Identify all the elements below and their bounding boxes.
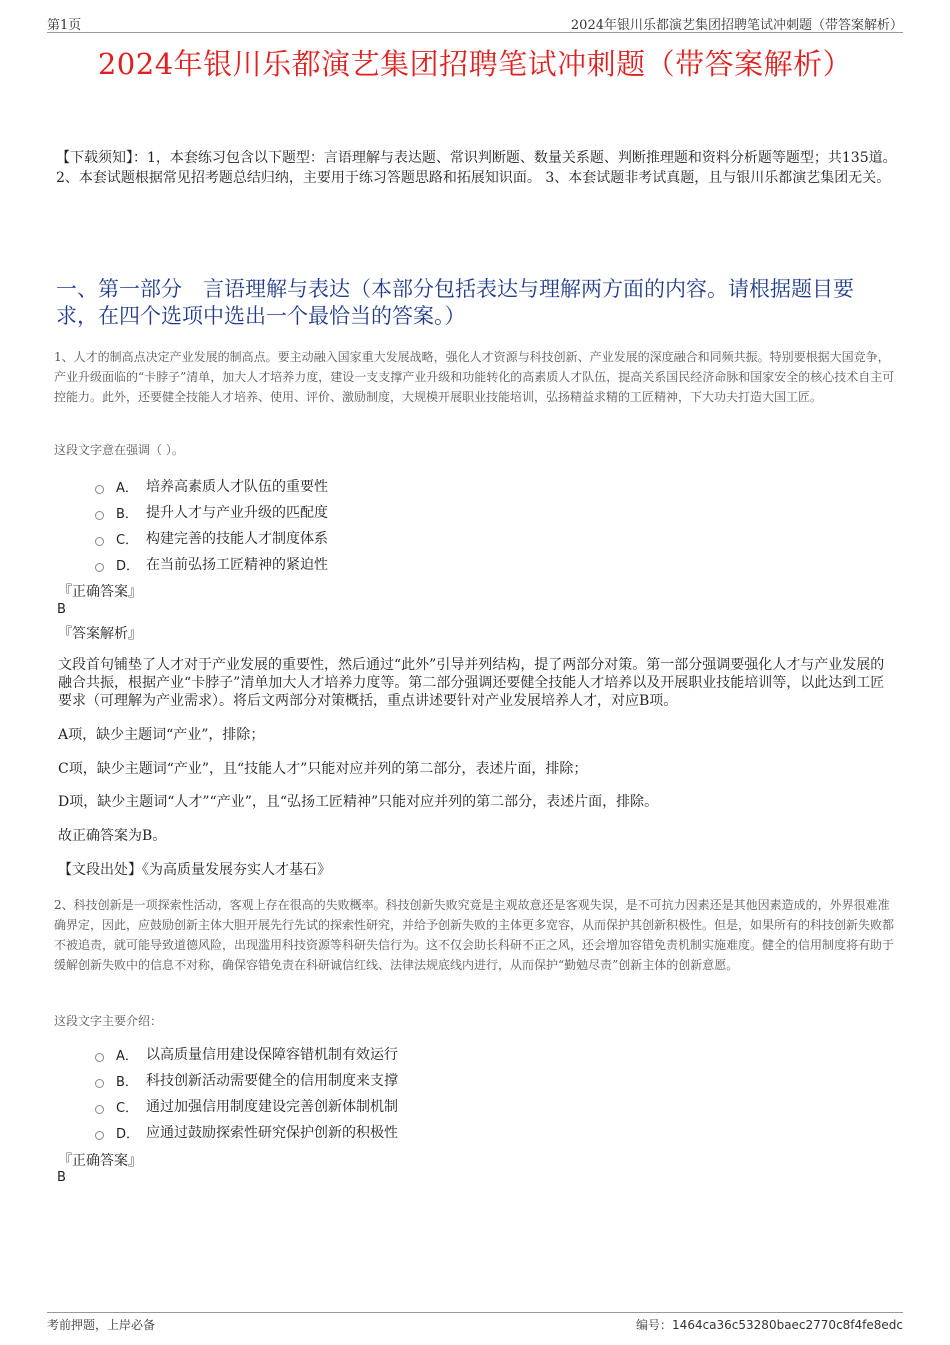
question-1-option-c[interactable]: C． 构建完善的技能人才制度体系 (95, 525, 328, 551)
option-text: 以高质量信用建设保障容错机制有效运行 (146, 1047, 398, 1063)
radio-icon[interactable] (95, 1079, 104, 1088)
radio-icon[interactable] (95, 1131, 104, 1140)
option-text: 通过加强信用制度建设完善创新体制机制 (146, 1099, 398, 1115)
question-1-options (95, 473, 328, 577)
question-1-source: 【文段出处】《为高质量发展夯实人才基石》 (58, 862, 331, 878)
section-title: 一、第一部分 言语理解与表达（本部分包括表达与理解两方面的内容。请根据题目要求，在四个选项中选出一个最恰当的答案。） (56, 277, 854, 328)
option-text: 在当前弘扬工匠精神的紧迫性 (146, 557, 328, 573)
question-2-option-b[interactable]: B． 科技创新活动需要健全的信用制度来支撑 (95, 1067, 398, 1093)
question-2-prompt: 这段文字主要介绍： (54, 1014, 163, 1028)
download-notice: 【下载须知】：1，本套练习包含以下题型：言语理解与表达题、常识判断题、数量关系题、判断推理题和资料分析题等题型；共135道。 2、本套试题根据常见招考题总结归纳，主要用于练习答题思路和拓展知识面。 3、本套试题非考试真题，且与银川乐都演艺集团无关。 (56, 150, 897, 186)
question-2-answer: B (57, 1170, 66, 1185)
radio-icon[interactable] (95, 1105, 104, 1114)
header-doc-title: 2024年银川乐都演艺集团招聘笔试冲刺题（带答案解析） (570, 18, 903, 33)
question-2-options (95, 1041, 398, 1145)
question-1-option-a[interactable]: A． 培养高素质人才队伍的重要性 (95, 473, 328, 499)
footer-slogan: 考前押题，上岸必备 (47, 1318, 156, 1332)
document-title: 2024年银川乐都演艺集团招聘笔试冲刺题（带答案解析） (97, 47, 853, 81)
footer-code-value: 1464ca36c53280baec2770c8f4fe8edc (672, 1318, 903, 1332)
option-text: 提升人才与产业升级的匹配度 (146, 505, 328, 521)
question-1-note-c: C项，缺少主题词“产业”，且“技能人才”只能对应并列的第二部分，表述片面，排除； (58, 761, 588, 777)
question-1-answer: B (57, 602, 66, 617)
question-2-option-d[interactable]: D． 应通过鼓励探索性研究保护创新的积极性 (95, 1119, 398, 1145)
question-1-conclusion: 故正确答案为B。 (58, 828, 167, 844)
question-1-note-d: D项，缺少主题词“人才”“产业”，且“弘扬工匠精神”只能对应并列的第二部分，表述片面，排除。 (58, 794, 659, 810)
option-text: 构建完善的技能人才制度体系 (146, 531, 328, 547)
radio-icon[interactable] (95, 563, 104, 572)
option-text: 应通过鼓励探索性研究保护创新的积极性 (146, 1125, 398, 1141)
question-1-option-d[interactable]: D． 在当前弘扬工匠精神的紧迫性 (95, 551, 328, 577)
radio-icon[interactable] (95, 511, 104, 520)
page-number: 第1页 (47, 18, 82, 33)
question-1-option-b[interactable]: B． 提升人才与产业升级的匹配度 (95, 499, 328, 525)
question-2-option-a[interactable]: A． 以高质量信用建设保障容错机制有效运行 (95, 1041, 398, 1067)
page-footer (47, 1312, 903, 1333)
radio-icon[interactable] (95, 485, 104, 494)
question-2-answer-label: 『正确答案』 (58, 1153, 142, 1169)
question-2-option-c[interactable]: C． 通过加强信用制度建设完善创新体制机制 (95, 1093, 398, 1119)
footer-code-label: 编号： (636, 1318, 673, 1332)
radio-icon[interactable] (95, 537, 104, 546)
question-1-analysis: 文段首句铺垫了人才对于产业发展的重要性，然后通过“此外”引导并列结构，提了两部分对策。第一部分强调要强化人才与产业发展的融合共振，根据产业“卡脖子”清单加大人才培养力度等。第二部分强调还要健全技能人才培养以及开展职业技能培训等，以此达到工匠要求（可理解为产业需求）。将后文两部分对策概括，重点讲述要针对产业发展培养人才，对应B项。 (58, 657, 885, 709)
option-text: 培养高素质人才队伍的重要性 (146, 479, 328, 495)
page-header (47, 12, 903, 33)
question-1-prompt: 这段文字意在强调（ ）。 (54, 443, 184, 457)
option-text: 科技创新活动需要健全的信用制度来支撑 (146, 1073, 398, 1089)
question-1-analysis-label: 『答案解析』 (58, 626, 142, 642)
question-1-text: 1、人才的制高点决定产业发展的制高点。要主动融入国家重大发展战略，强化人才资源与科技创新、产业发展的深度融合和同频共振。特别要根据大国竞争，产业升级面临的“卡脖子”清单，加大人才培养力度，建设一支支撑产业升级和功能转化的高素质人才队伍，提高关系国民经济命脉和国家安全的核心技术自主可控能力。此外，还要健全技能人才培养、使用、评价、激励制度，大规模开展职业技能培训，弘扬精益求精的工匠精神，下大功夫打造大国工匠。 (54, 350, 895, 404)
radio-icon[interactable] (95, 1053, 104, 1062)
question-1-answer-label: 『正确答案』 (58, 584, 142, 600)
question-2-text: 2、科技创新是一项探索性活动，客观上存在很高的失败概率。科技创新失败究竟是主观故意还是客观失误，是不可抗力因素还是其他因素造成的，外界很难准确界定，因此，应鼓励创新主体大胆开展先行先试的探索性研究，并给予创新失败的主体更多宽容，从而保护其创新积极性。但是，如果所有的科技创新失败都不被追责，就可能导致道德风险，出现滥用科技资源等科研失信行为。这不仅会助长科研不正之风，还会增加容错免责机制实施难度。健全的信用制度将有助于缓解创新失败中的信息不对称，确保容错免责在科研诚信红线、法律法规底线内进行，从而保护“勤勉尽责”创新主体的创新意愿。 (54, 898, 895, 972)
footer-code (636, 1316, 903, 1333)
question-1-note-a: A项，缺少主题词“产业”，排除； (58, 727, 265, 743)
